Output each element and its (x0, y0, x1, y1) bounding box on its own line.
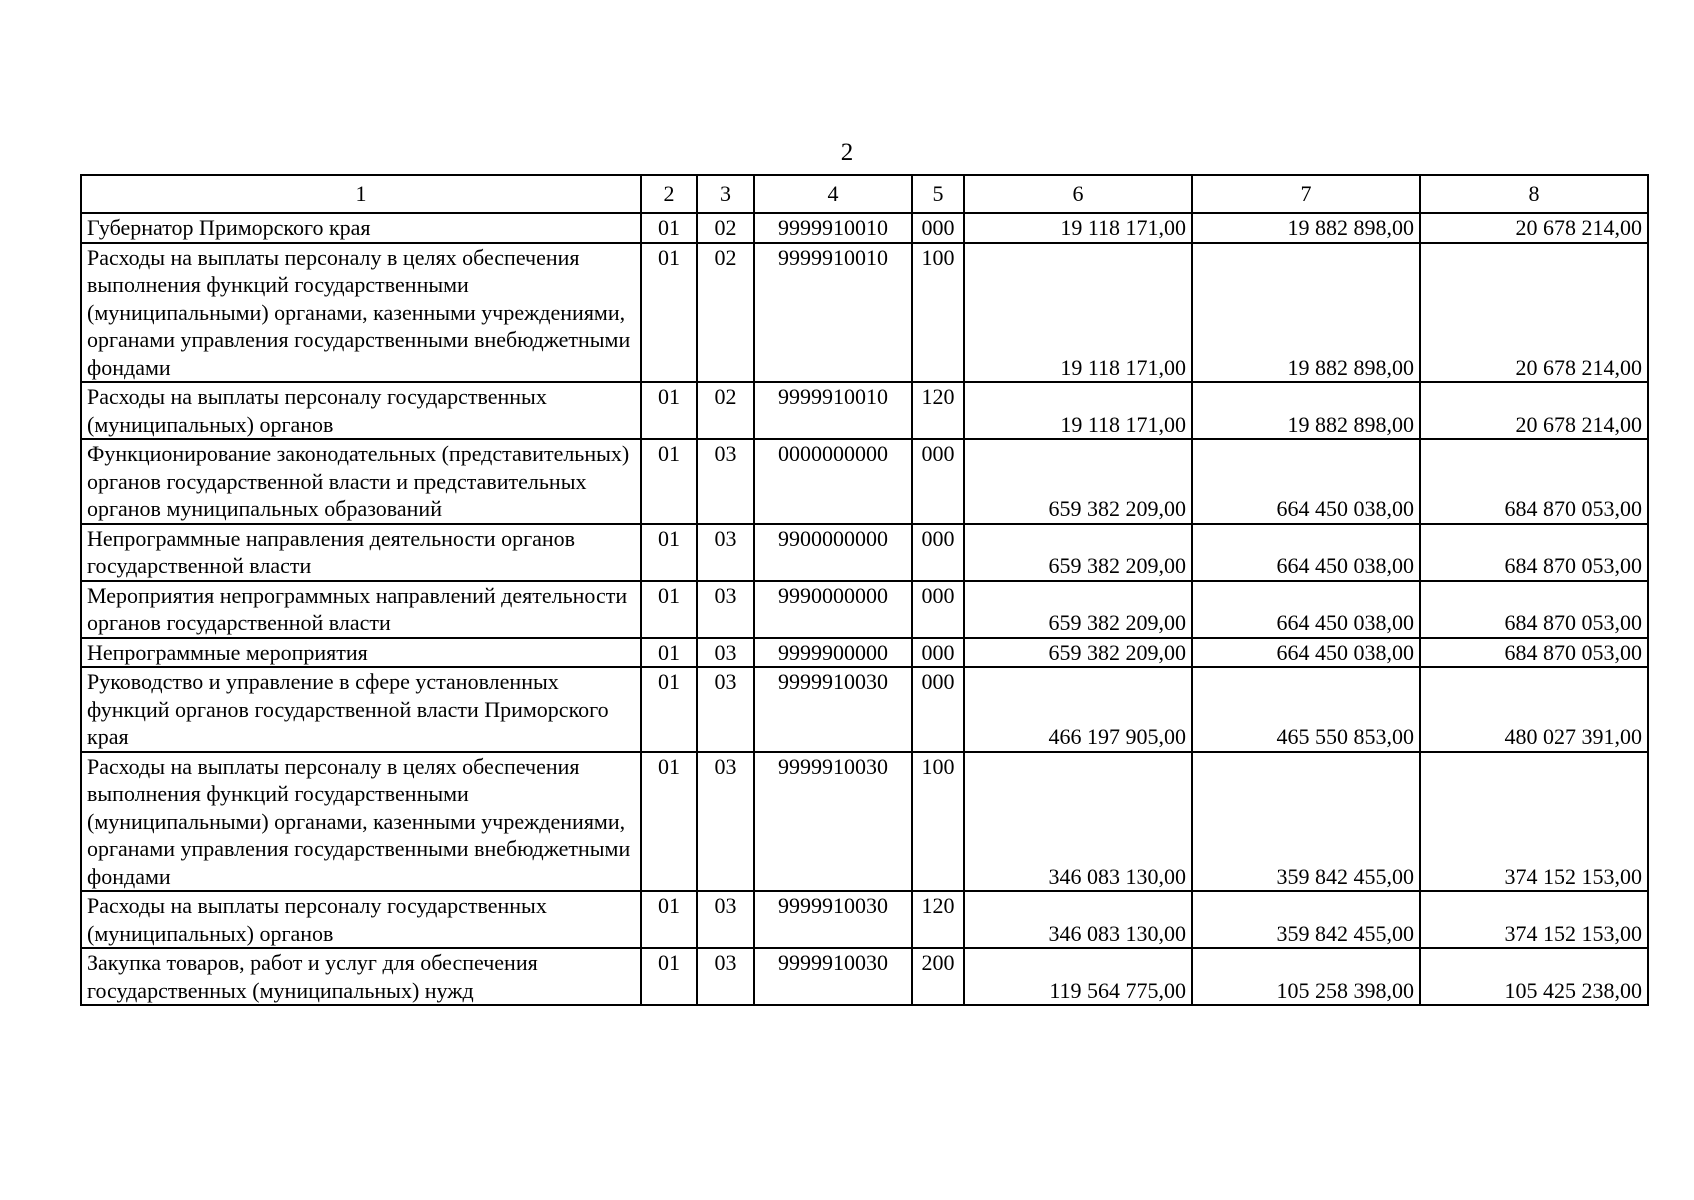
row-subsection: 03 (697, 439, 754, 524)
row-amount-col6: 659 382 209,00 (964, 439, 1192, 524)
row-amount-col7: 19 882 898,00 (1192, 243, 1420, 383)
row-amount-col6: 346 083 130,00 (964, 891, 1192, 948)
row-amount-col6: 119 564 775,00 (964, 948, 1192, 1005)
row-amount-col7: 359 842 455,00 (1192, 752, 1420, 892)
row-target-code: 9999910030 (754, 891, 912, 948)
row-name: Руководство и управление в сфере установленных функций органов государственной власти Приморского края (81, 667, 641, 752)
table-row (81, 667, 1648, 752)
row-target-code: 9999910030 (754, 752, 912, 892)
row-subsection: 03 (697, 948, 754, 1005)
budget-table (80, 174, 1649, 1006)
row-amount-col7: 664 450 038,00 (1192, 439, 1420, 524)
row-section: 01 (641, 213, 697, 243)
row-expense-type: 000 (912, 524, 964, 581)
row-amount-col8: 480 027 391,00 (1420, 667, 1648, 752)
row-expense-type: 000 (912, 667, 964, 752)
table-row (81, 638, 1648, 668)
row-section: 01 (641, 581, 697, 638)
row-target-code: 9990000000 (754, 581, 912, 638)
row-expense-type: 000 (912, 213, 964, 243)
row-amount-col6: 659 382 209,00 (964, 524, 1192, 581)
row-name: Непрограммные мероприятия (81, 638, 641, 668)
header-col-3: 3 (697, 175, 754, 213)
row-amount-col6: 659 382 209,00 (964, 638, 1192, 668)
row-amount-col8: 20 678 214,00 (1420, 243, 1648, 383)
row-subsection: 03 (697, 891, 754, 948)
row-expense-type: 200 (912, 948, 964, 1005)
table-header (81, 175, 1648, 213)
row-subsection: 02 (697, 243, 754, 383)
row-section: 01 (641, 667, 697, 752)
row-amount-col7: 19 882 898,00 (1192, 382, 1420, 439)
row-target-code: 0000000000 (754, 439, 912, 524)
table-row (81, 581, 1648, 638)
row-amount-col7: 664 450 038,00 (1192, 581, 1420, 638)
row-target-code: 9999900000 (754, 638, 912, 668)
table-row (81, 524, 1648, 581)
row-expense-type: 120 (912, 891, 964, 948)
table-row (81, 213, 1648, 243)
header-col-2: 2 (641, 175, 697, 213)
row-name: Губернатор Приморского края (81, 213, 641, 243)
table-body (81, 213, 1648, 1005)
row-amount-col8: 105 425 238,00 (1420, 948, 1648, 1005)
row-expense-type: 000 (912, 439, 964, 524)
row-name: Функционирование законодательных (представительных) органов государственной власти и представительных органов муниципальных образований (81, 439, 641, 524)
header-col-4: 4 (754, 175, 912, 213)
header-col-1: 1 (81, 175, 641, 213)
header-col-6: 6 (964, 175, 1192, 213)
row-amount-col6: 19 118 171,00 (964, 382, 1192, 439)
table-row (81, 891, 1648, 948)
row-section: 01 (641, 891, 697, 948)
row-expense-type: 120 (912, 382, 964, 439)
row-section: 01 (641, 752, 697, 892)
row-amount-col7: 19 882 898,00 (1192, 213, 1420, 243)
row-name: Закупка товаров, работ и услуг для обеспечения государственных (муниципальных) нужд (81, 948, 641, 1005)
row-name: Расходы на выплаты персоналу государственных (муниципальных) органов (81, 382, 641, 439)
row-amount-col8: 684 870 053,00 (1420, 439, 1648, 524)
row-target-code: 9999910010 (754, 243, 912, 383)
row-name: Мероприятия непрограммных направлений деятельности органов государственной власти (81, 581, 641, 638)
row-section: 01 (641, 524, 697, 581)
row-amount-col7: 105 258 398,00 (1192, 948, 1420, 1005)
header-row (81, 175, 1648, 213)
row-target-code: 9999910010 (754, 213, 912, 243)
row-name: Расходы на выплаты персоналу государственных (муниципальных) органов (81, 891, 641, 948)
row-target-code: 9999910030 (754, 667, 912, 752)
row-section: 01 (641, 382, 697, 439)
header-col-5: 5 (912, 175, 964, 213)
row-target-code: 9999910010 (754, 382, 912, 439)
row-amount-col6: 659 382 209,00 (964, 581, 1192, 638)
row-expense-type: 100 (912, 752, 964, 892)
header-col-8: 8 (1420, 175, 1648, 213)
row-amount-col7: 465 550 853,00 (1192, 667, 1420, 752)
table-row (81, 243, 1648, 383)
row-amount-col7: 664 450 038,00 (1192, 524, 1420, 581)
row-subsection: 03 (697, 638, 754, 668)
row-name: Расходы на выплаты персоналу в целях обеспечения выполнения функций государственными (муниципальными) органами, казенными учреждениями, органами управления государственными внебюджетными фондами (81, 752, 641, 892)
table-row (81, 439, 1648, 524)
row-expense-type: 000 (912, 581, 964, 638)
row-subsection: 03 (697, 667, 754, 752)
row-target-code: 9900000000 (754, 524, 912, 581)
row-amount-col8: 20 678 214,00 (1420, 382, 1648, 439)
row-amount-col8: 684 870 053,00 (1420, 638, 1648, 668)
row-amount-col8: 20 678 214,00 (1420, 213, 1648, 243)
row-name: Непрограммные направления деятельности органов государственной власти (81, 524, 641, 581)
row-expense-type: 000 (912, 638, 964, 668)
row-subsection: 03 (697, 752, 754, 892)
row-subsection: 03 (697, 524, 754, 581)
row-amount-col8: 684 870 053,00 (1420, 581, 1648, 638)
header-col-7: 7 (1192, 175, 1420, 213)
row-amount-col8: 684 870 053,00 (1420, 524, 1648, 581)
row-section: 01 (641, 439, 697, 524)
row-amount-col6: 19 118 171,00 (964, 213, 1192, 243)
row-amount-col8: 374 152 153,00 (1420, 752, 1648, 892)
row-subsection: 02 (697, 382, 754, 439)
table-row (81, 752, 1648, 892)
table-row (81, 382, 1648, 439)
row-section: 01 (641, 243, 697, 383)
row-amount-col7: 359 842 455,00 (1192, 891, 1420, 948)
page-number: 2 (840, 139, 854, 166)
row-amount-col8: 374 152 153,00 (1420, 891, 1648, 948)
table-row (81, 948, 1648, 1005)
row-subsection: 03 (697, 581, 754, 638)
row-section: 01 (641, 948, 697, 1005)
row-amount-col6: 346 083 130,00 (964, 752, 1192, 892)
row-expense-type: 100 (912, 243, 964, 383)
row-amount-col6: 19 118 171,00 (964, 243, 1192, 383)
row-name: Расходы на выплаты персоналу в целях обеспечения выполнения функций государственными (муниципальными) органами, казенными учреждениями, органами управления государственными внебюджетными фондами (81, 243, 641, 383)
row-amount-col6: 466 197 905,00 (964, 667, 1192, 752)
row-section: 01 (641, 638, 697, 668)
row-amount-col7: 664 450 038,00 (1192, 638, 1420, 668)
row-target-code: 9999910030 (754, 948, 912, 1005)
row-subsection: 02 (697, 213, 754, 243)
